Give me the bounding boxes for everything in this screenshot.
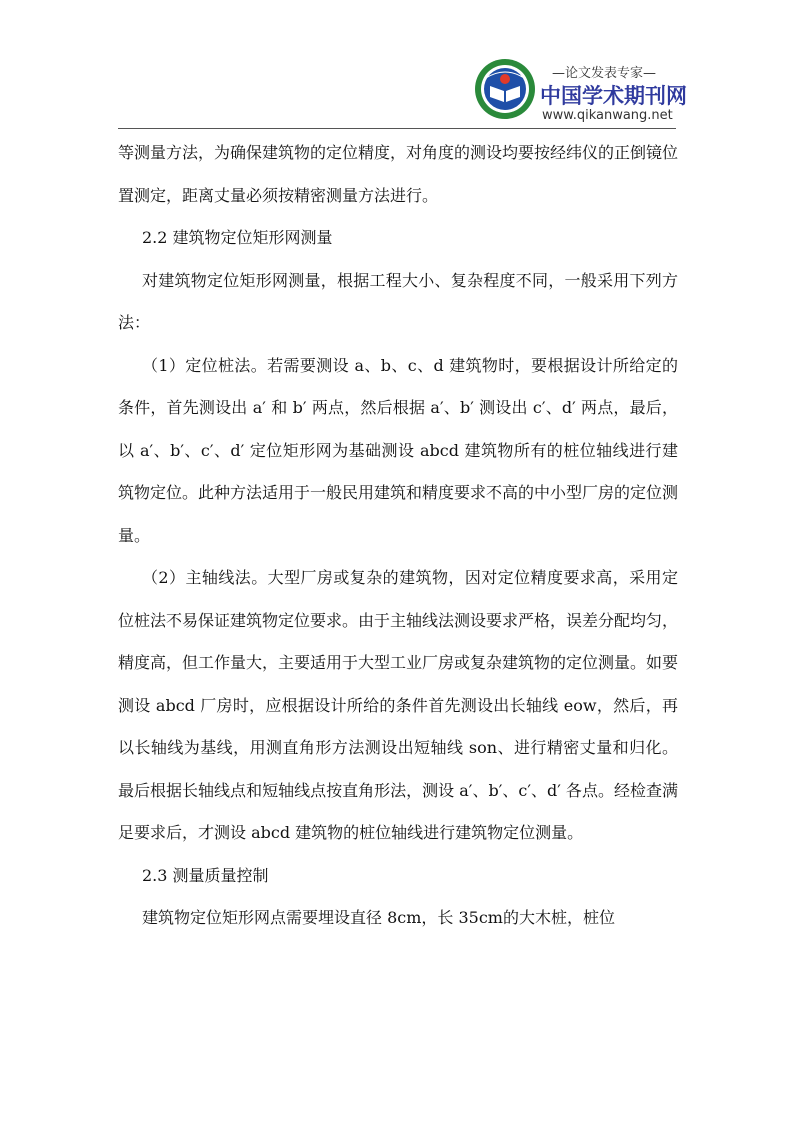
paragraph-method-1: （1）定位桩法。若需要测设 a、b、c、d 建筑物时，要根据设计所给定的条件，首先测设出 a′ 和 b′ 两点，然后根据 a′、b′ 测设出 c′、d′ 两点，最后，以 a′、b′、c′、d′ 定位矩形网为基础测设 abcd 建筑物所有的桩位轴线进行建筑物定位。此种方法适用于一般民用建筑和精度要求不高的中小型厂房的定位测量。	[118, 355, 679, 545]
paragraph-intro: 对建筑物定位矩形网测量，根据工程大小、复杂程度不同，一般采用下列方法：	[118, 270, 678, 332]
logo-url: www.qikanwang.net	[542, 108, 673, 123]
paragraph-continuation: 等测量方法，为确保建筑物的定位精度，对角度的测设均要按经纬仪的正倒镜位置测定，距离丈量必须按精密测量方法进行。	[118, 143, 679, 205]
section-heading-2-3: 2.3 测量质量控制	[142, 865, 269, 885]
logo-site-name: 中国学术期刊网	[540, 84, 687, 108]
document-body	[118, 132, 678, 940]
book-seal-icon	[474, 58, 536, 120]
logo-slogan: —论文发表专家—	[551, 66, 656, 81]
section-heading-2-2: 2.2 建筑物定位矩形网测量	[142, 228, 333, 247]
site-logo	[474, 56, 687, 130]
paragraph-quality: 建筑物定位矩形网点需要埋设直径 8cm，长 35cm的大木桩，桩位	[142, 908, 615, 927]
paragraph-method-2: （2）主轴线法。大型厂房或复杂的建筑物，因对定位精度要求高，采用定位桩法不易保证建筑物定位要求。由于主轴线法测设要求严格，误差分配均匀，精度高，但工作量大，主要适用于大型工业厂房或复杂建筑物的定位测量。如要测设 abcd 厂房时，应根据设计所给的条件首先测设出长轴线 eow，然后，再以长轴线为基线，用测直角形方法测设出短轴线 son、进行精密丈量和归化。最后根据长轴线点和短轴线点按直角形法，测设 a′、b′、c′、d′ 各点。经检查满足要求后，才测设 abcd 建筑物的桩位轴线进行建筑物定位测量。	[118, 568, 679, 842]
header-divider	[118, 128, 676, 129]
